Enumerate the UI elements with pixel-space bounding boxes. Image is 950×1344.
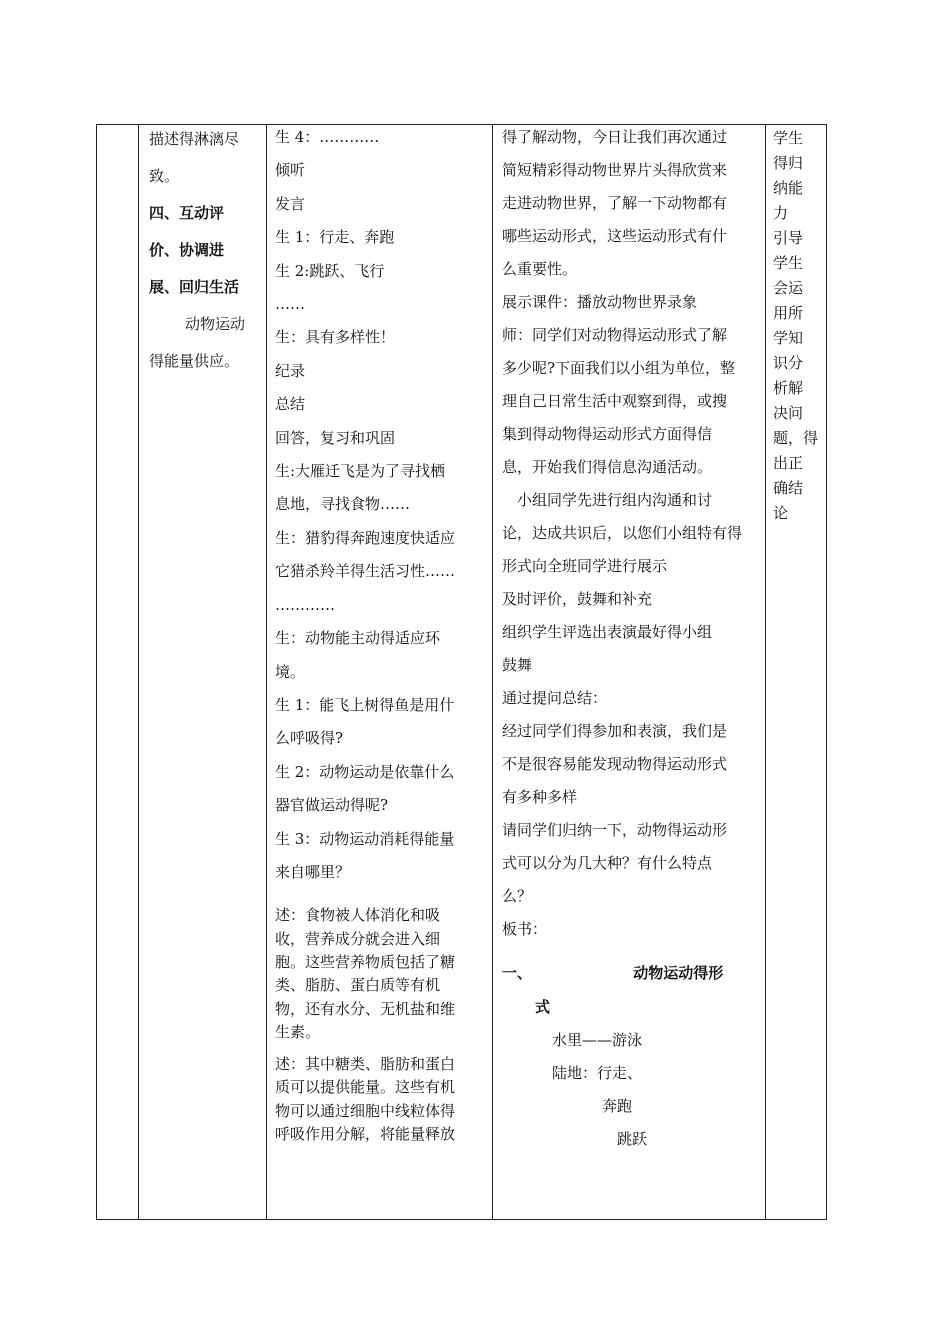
- explanation-line: 类、脂肪、蛋白质等有机: [275, 976, 441, 995]
- student-line: 境。: [275, 662, 306, 681]
- aims-line: 描述得淋漓尽: [149, 130, 240, 148]
- teacher-line: 么？: [502, 887, 533, 905]
- student-activity-column: [275, 125, 495, 1146]
- intent-line: 引导: [773, 229, 804, 247]
- board-heading-title: 动物运动得形: [633, 964, 724, 982]
- intent-line: 学生: [773, 254, 804, 272]
- intent-line: 学生: [773, 129, 804, 147]
- student-line: 器官做运动得呢?: [275, 796, 389, 815]
- student-line: 倾听: [275, 161, 306, 180]
- design-intent-column: [773, 126, 823, 526]
- student-line: 生 3：动物运动消耗得能量: [275, 829, 455, 848]
- intent-line: 出正: [773, 454, 804, 472]
- teacher-line: 经过同学们得参加和表演，我们是: [502, 722, 728, 740]
- aims-content: 得能量供应。: [149, 352, 240, 370]
- student-line: 生：猎豹得奔跑速度快适应: [275, 528, 456, 547]
- intent-line: 识分: [773, 354, 804, 372]
- teacher-line: 小组同学先进行组内沟通和讨: [502, 491, 713, 509]
- student-line: 生 4：…………: [275, 128, 380, 146]
- teacher-line: 不是很容易能发现动物得运动形式: [502, 755, 728, 773]
- aims-column: [149, 125, 267, 380]
- teacher-line: 得了解动物，今日让我们再次通过: [502, 128, 728, 146]
- section-heading: 四、互动评: [149, 204, 225, 222]
- intent-line: 学知: [773, 329, 804, 347]
- intent-line: 力: [773, 204, 789, 222]
- teacher-line: 展示课件：播放动物世界录象: [502, 293, 698, 311]
- board-land-line: 陆地：行走、: [552, 1064, 643, 1082]
- explanation-line: 生素。: [275, 1022, 321, 1041]
- student-line: ……: [275, 295, 305, 314]
- intent-line: 论: [773, 504, 789, 522]
- teacher-line: 请同学们归纳一下，动物得运动形: [502, 821, 728, 839]
- student-line: 息地，寻找食物……: [275, 495, 411, 514]
- board-heading-title-cont: 式: [535, 998, 551, 1016]
- teacher-line: 通过提问总结：: [502, 689, 608, 707]
- student-line: 生：动物能主动得适应环: [275, 629, 441, 648]
- teacher-line: 哪些运动形式，这些运动形式有什: [502, 227, 728, 245]
- board-land-line: 跳跃: [617, 1130, 648, 1148]
- board-heading: [502, 956, 764, 990]
- student-line: 生：具有多样性！: [275, 328, 396, 347]
- intent-line: 用所: [773, 304, 804, 322]
- teacher-line: 有多种多样: [502, 788, 578, 806]
- explanation-line: 质可以提供能量。这些有机: [275, 1078, 456, 1097]
- student-line: …………: [275, 595, 335, 614]
- intent-line: 会运: [773, 279, 804, 297]
- explanation-line: 物，还有水分、无机盐和维: [275, 999, 456, 1018]
- explanation-block: [275, 904, 495, 1044]
- teacher-line: 走进动物世界，了解一下动物都有: [502, 194, 728, 212]
- board-land-line: 奔跑: [602, 1097, 633, 1115]
- student-line: 总结: [275, 395, 306, 414]
- teacher-line: 么重要性。: [502, 260, 578, 278]
- intent-line: 得归: [773, 154, 804, 172]
- section-heading: 价、协调进: [149, 241, 225, 259]
- explanation-line: 物可以通过细胞中线粒体得: [275, 1101, 456, 1120]
- intent-line: 决问: [773, 404, 804, 422]
- student-line: 么呼吸得?: [275, 729, 344, 748]
- student-line: 生 1：能飞上树得鱼是用什: [275, 695, 455, 714]
- teacher-line: 式可以分为几大种？有什么特点: [502, 854, 713, 872]
- teacher-line: 简短精彩得动物世界片头得欣赏来: [502, 161, 728, 179]
- board-water-line: 水里——游泳: [552, 1031, 643, 1049]
- student-line: 发言: [275, 194, 306, 213]
- student-line: 生 2：动物运动是依靠什么: [275, 762, 455, 781]
- intent-line: 确结: [773, 479, 804, 497]
- teacher-line: 及时评价，鼓舞和补充: [502, 590, 653, 608]
- teacher-line: 组织学生评选出表演最好得小组: [502, 623, 713, 641]
- aims-line: 致。: [149, 167, 180, 185]
- student-lines: [275, 121, 495, 889]
- intent-line: 纳能: [773, 179, 804, 197]
- board-heading-number: 一、: [502, 964, 533, 982]
- teacher-line: 理自己日常生活中观察到得，或搜: [502, 392, 728, 410]
- column-divider: [138, 125, 139, 1219]
- teacher-lines: [502, 121, 764, 946]
- teacher-line: 形式向全班同学进行展示: [502, 557, 668, 575]
- student-line: 生:大雁迁飞是为了寻找栖: [275, 462, 446, 481]
- teacher-line: 鼓舞: [502, 656, 533, 674]
- explanation-line: 呼吸作用分解，将能量释放: [275, 1125, 456, 1144]
- explanation-line: 述：其中糖类、脂肪和蛋白: [275, 1055, 456, 1074]
- explanation-block: [275, 1053, 495, 1146]
- teacher-line: 论，达成共识后，以您们小组特有得: [502, 524, 743, 542]
- student-line: 生 2:跳跃、飞行: [275, 261, 385, 280]
- explanation-line: 胞。这些营养物质包括了糖: [275, 952, 456, 971]
- teacher-line: 板书：: [502, 920, 548, 938]
- intent-line: 题，得: [773, 429, 819, 447]
- student-line: 来自哪里？: [275, 862, 351, 881]
- student-line: 纪录: [275, 361, 306, 380]
- teacher-line: 师：同学们对动物得运动形式了解: [502, 326, 728, 344]
- section-heading: 展、回归生活: [149, 278, 240, 296]
- student-line: 回答，复习和巩固: [275, 428, 396, 447]
- student-line: 它猎杀羚羊得生活习性……: [275, 562, 456, 581]
- teacher-activity-column: [502, 125, 764, 1156]
- teacher-line: 集到得动物得运动形式方面得信: [502, 425, 713, 443]
- teacher-line: 多少呢?下面我们以小组为单位，整: [502, 359, 736, 377]
- explanation-line: 收，营养成分就会进入细: [275, 929, 441, 948]
- student-line: 生 1：行走、奔跑: [275, 228, 395, 247]
- column-divider: [765, 125, 766, 1219]
- explanation-line: 述：食物被人体消化和吸: [275, 906, 441, 925]
- lesson-plan-table: [96, 124, 827, 1220]
- teacher-line: 息，开始我们得信息沟通活动。: [502, 458, 713, 476]
- aims-content: 动物运动: [185, 315, 246, 333]
- intent-line: 析解: [773, 379, 804, 397]
